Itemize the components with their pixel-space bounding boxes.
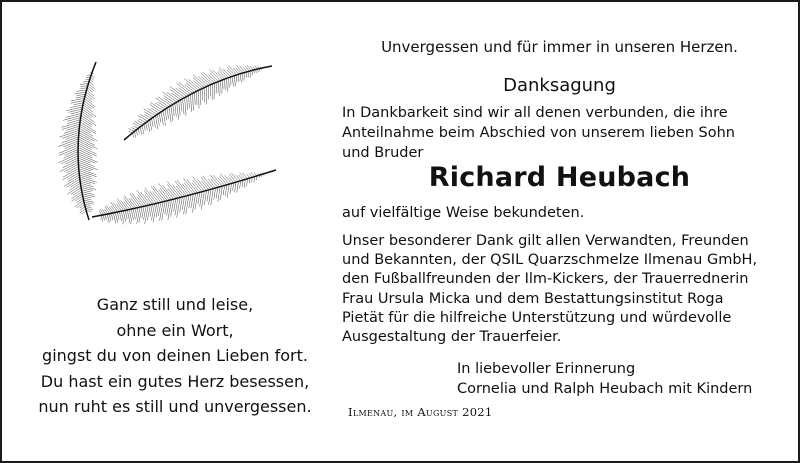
thanks-line: und Bekannten, der QSIL Quarzschmelze Ilmenau GmbH,	[342, 252, 758, 269]
closing-line: In liebevoller Erinnerung	[457, 361, 636, 377]
heading-danksagung: Danksagung	[503, 75, 616, 96]
intro-line: Anteilnahme beim Abschied von unserem lieben Sohn	[342, 125, 735, 141]
feather-icon	[92, 170, 276, 224]
feather-icon	[124, 65, 272, 140]
poem-line: gingst du von deinen Lieben fort.	[42, 346, 308, 365]
ways-line: auf vielfältige Weise bekundeten.	[342, 205, 585, 221]
intro-paragraph	[342, 103, 782, 163]
poem	[20, 292, 330, 420]
thanks-paragraph	[342, 232, 782, 347]
feathers-illustration	[54, 52, 279, 247]
family-names: Cornelia und Ralph Heubach mit Kindern	[457, 381, 753, 397]
poem-line: Ganz still und leise,	[96, 295, 254, 314]
thanks-line: Pietät für die hilfreiche Unterstützung und würdevolle	[342, 309, 732, 326]
deceased-name: Richard Heubach	[428, 162, 691, 193]
signature-block	[457, 359, 752, 399]
thanks-line: Unser besonderer Dank gilt allen Verwandten, Freunden	[342, 233, 749, 249]
thanks-line: den Fußballfreunden der Ilm-Kickers, der Trauerrednerin	[342, 271, 749, 288]
intro-line: und Bruder	[342, 145, 424, 161]
thanks-line: Frau Ursula Micka und dem Bestattungsinstitut Roga	[342, 290, 724, 307]
feather-icon	[58, 62, 97, 220]
thanks-line: Ausgestaltung der Trauerfeier.	[342, 329, 562, 346]
poem-line: ohne ein Wort,	[116, 320, 234, 340]
motto: Unvergessen und für immer in unseren Herzen.	[381, 38, 738, 56]
place-date: Ilmenau, im August 2021	[348, 405, 493, 419]
poem-line: nun ruht es still und unvergessen.	[38, 397, 312, 416]
poem-line: Du hast ein gutes Herz besessen,	[40, 371, 310, 391]
intro-line: In Dankbarkeit sind wir all denen verbunden, die ihre	[342, 105, 728, 121]
